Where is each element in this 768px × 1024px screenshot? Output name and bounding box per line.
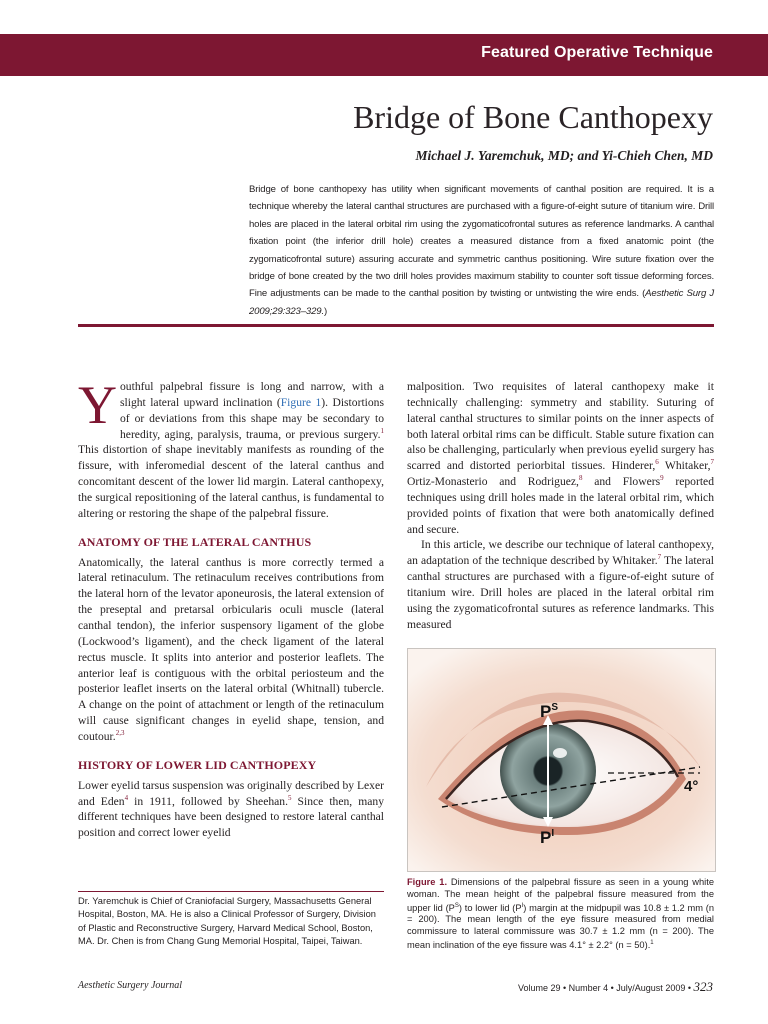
abstract-citation: Aesthetic Surg J 2009;29:323–329.: [249, 288, 714, 317]
reference-link[interactable]: 7: [710, 458, 714, 467]
section-label: Featured Operative Technique: [481, 44, 713, 61]
lower-lid-label: $P^I$: [540, 828, 555, 847]
reference-link[interactable]: 1: [380, 426, 384, 435]
issue-text: Volume 29 • Number 4 • July/August 2009 •: [517, 983, 694, 993]
intro-paragraph: [78, 375, 384, 522]
section-banner: [0, 34, 768, 76]
history-text-a: Lower eyelid tarsus suspension was originally described by Lexer and Eden: [78, 778, 384, 808]
reference-link[interactable]: 1: [650, 940, 654, 947]
reference-link[interactable]: 9: [660, 474, 664, 483]
eye-illustration: [408, 649, 715, 871]
figure-1-image: [407, 648, 716, 872]
intro-text-b: ). Distortions of or deviations from this shape may be secondary to heredity, aging, paralysis, trauma, or previous surgery.: [120, 395, 384, 441]
body-text: Ortiz-Monasterio and Rodriguez,: [407, 475, 579, 489]
body-text: malposition. Two requisites of lateral canthopexy make it technically challenging: symmetry and stability. Suturing of lateral canthal structures to similar points on the inner aspects of both lateral orbital rims can be difficult. Stable suture fixation can also be challenging, particularly when previous eyelid surgery has scarred and distorted periorbital tissues. Hinderer,: [407, 380, 714, 473]
history-paragraph: [78, 778, 384, 841]
figure-1-link[interactable]: Figure 1: [280, 395, 322, 409]
header-divider: [78, 324, 714, 327]
column-right: [407, 379, 714, 633]
body-text: reported techniques using drill holes made in the lateral orbital rim, which provided points of fixation that were both anatomically defined and secure.: [407, 475, 715, 536]
body-text: and Flowers: [582, 475, 661, 489]
reference-link[interactable]: 5: [287, 793, 292, 802]
article-title: Bridge of Bone Canthopexy: [353, 99, 713, 135]
reference-link[interactable]: 2,3: [115, 729, 125, 738]
caption-text: ) margin at the midpupil was 10.8 ± 1.2 mm (n = 200). The mean length of the eye fissure measured from medial commissure to lateral commissure was 30.7 ± 1.2 mm (n = 200). The mean inclination of the eye fissure was 4.1° ± 2.2° (n = 50).: [407, 902, 714, 951]
history-text-b: in 1911, followed by Sheehan.: [128, 794, 288, 808]
drop-cap: Y: [78, 375, 117, 435]
anatomy-paragraph: [78, 555, 384, 745]
reference-link[interactable]: 6: [655, 458, 659, 467]
reference-link[interactable]: 4: [124, 793, 129, 802]
history-text-c: Since then, many different techniques have been designed to restore lateral canthal position and correct lower eyelid: [78, 794, 384, 840]
technique-paragraph-2: [407, 537, 714, 632]
journal-name: Aesthetic Surgery Journal: [78, 980, 183, 991]
author-affiliation-footnote: Dr. Yaremchuk is Chief of Craniofacial Surgery, Massachusetts General Hospital, Boston, MA. He is also a Clinical Professor of Surgery, Division of Plastic and Reconstructive Surgery, Harvard Medical School, Boston, MA. Dr. Chen is from Chang Gung Memorial Hospital, Taipei, Taiwan.: [78, 896, 376, 946]
caption-sup: S: [454, 902, 459, 909]
issue-info: [518, 979, 713, 995]
intro-text-c: This distortion of shape inevitably manifests as rounding of the fissure, with inferomedial descent of the lateral canthus and concomitant descent of the lower lid margin. Lateral canthopexy, the surgical repositioning of the lateral canthus, is fundamental to altering or restoring the shape of the palpebral fissure.: [78, 443, 384, 520]
inclination-angle-label: 4°: [684, 778, 699, 795]
abstract-close: ): [323, 305, 328, 317]
anatomy-text: Anatomically, the lateral canthus is more correctly termed a lateral retinaculum. The retinaculum receives contributions from the lateral horn of the levator aponeurosis, the lateral extension of the preseptal and pretarsal orbicularis oculi muscle (lateral canthal tendon), the inferior suspensory ligament of the globe (Lockwood’s ligament), and the check ligament of the lateral rectus muscle. It splits into anterior and posterior leaflets. The anterior leaf is contiguous with the orbital periosteum and the posterior leaflet inserts on the lateral orbital (Whitnall) tubercle. A change on the point of attachment or length of the retinaculum will cause significant changes in eyelid shape, tension, and coutour.: [78, 555, 384, 743]
caption-text: ) to lower lid (P: [458, 902, 522, 913]
upper-lid-label: $P^S$: [540, 702, 559, 721]
author-list: Michael J. Yaremchuk, MD; and Yi-Chieh Chen, MD: [415, 148, 713, 163]
intro-text-a: outhful palpebral fissure is long and narrow, with a slight lateral upward inclination (: [120, 380, 384, 409]
caption-text: Dimensions of the palpebral fissure as seen in a young white woman. The mean height of the palpebral fissure measured from the upper lid (P: [407, 877, 714, 913]
figure-caption: [407, 877, 714, 952]
body-text: The lateral canthal structures are purchased with a figure-of-eight suture of titanium wire. Drill holes are placed in the lateral orbital rim using the zygomaticofrontal sutures as reference landmarks. This measured: [407, 554, 715, 631]
section-heading-history: HISTORY OF LOWER LID CANTHOPEXY: [78, 757, 317, 772]
page-number: 323: [693, 979, 713, 994]
abstract-text: Bridge of bone canthopexy has utility when significant movements of canthal position are required. It is a technique whereby the lateral canthal structures are purchased with a figure-of-eight suture of titanium wire. Drill holes are placed in the lateral orbital rim using the zygomaticofrontal sutures as reference landmarks. A canthal fixation point (the inferior drill hole) creates a measured distance from a fixed anatomic point (the zygomaticofrontal suture) assuring accurate and symmetric canthus positioning. Wire suture fixation over the bridge of bone created by the two drill holes provides maximum stability to counter soft tissue deforming forces. Fine adjustments can be made to the canthal position by twisting or untwisting the wire ends. (: [249, 184, 714, 300]
body-text: In this article, we describe our technique of lateral canthopexy, an adaptation of the technique described by Whitaker.: [407, 538, 714, 568]
reference-link[interactable]: 8: [578, 474, 583, 483]
column-left: [78, 375, 384, 841]
caption-label: Figure 1.: [407, 877, 448, 887]
technique-paragraph-1: [407, 379, 714, 537]
section-heading-anatomy: ANATOMY OF THE LATERAL CANTHUS: [78, 534, 312, 549]
footnote-divider: [78, 891, 384, 892]
reference-link[interactable]: 7: [657, 553, 662, 562]
caption-sup: I: [521, 902, 524, 909]
body-text: Whitaker,: [658, 459, 711, 473]
abstract: [249, 181, 714, 320]
eye-highlight: [553, 748, 567, 758]
